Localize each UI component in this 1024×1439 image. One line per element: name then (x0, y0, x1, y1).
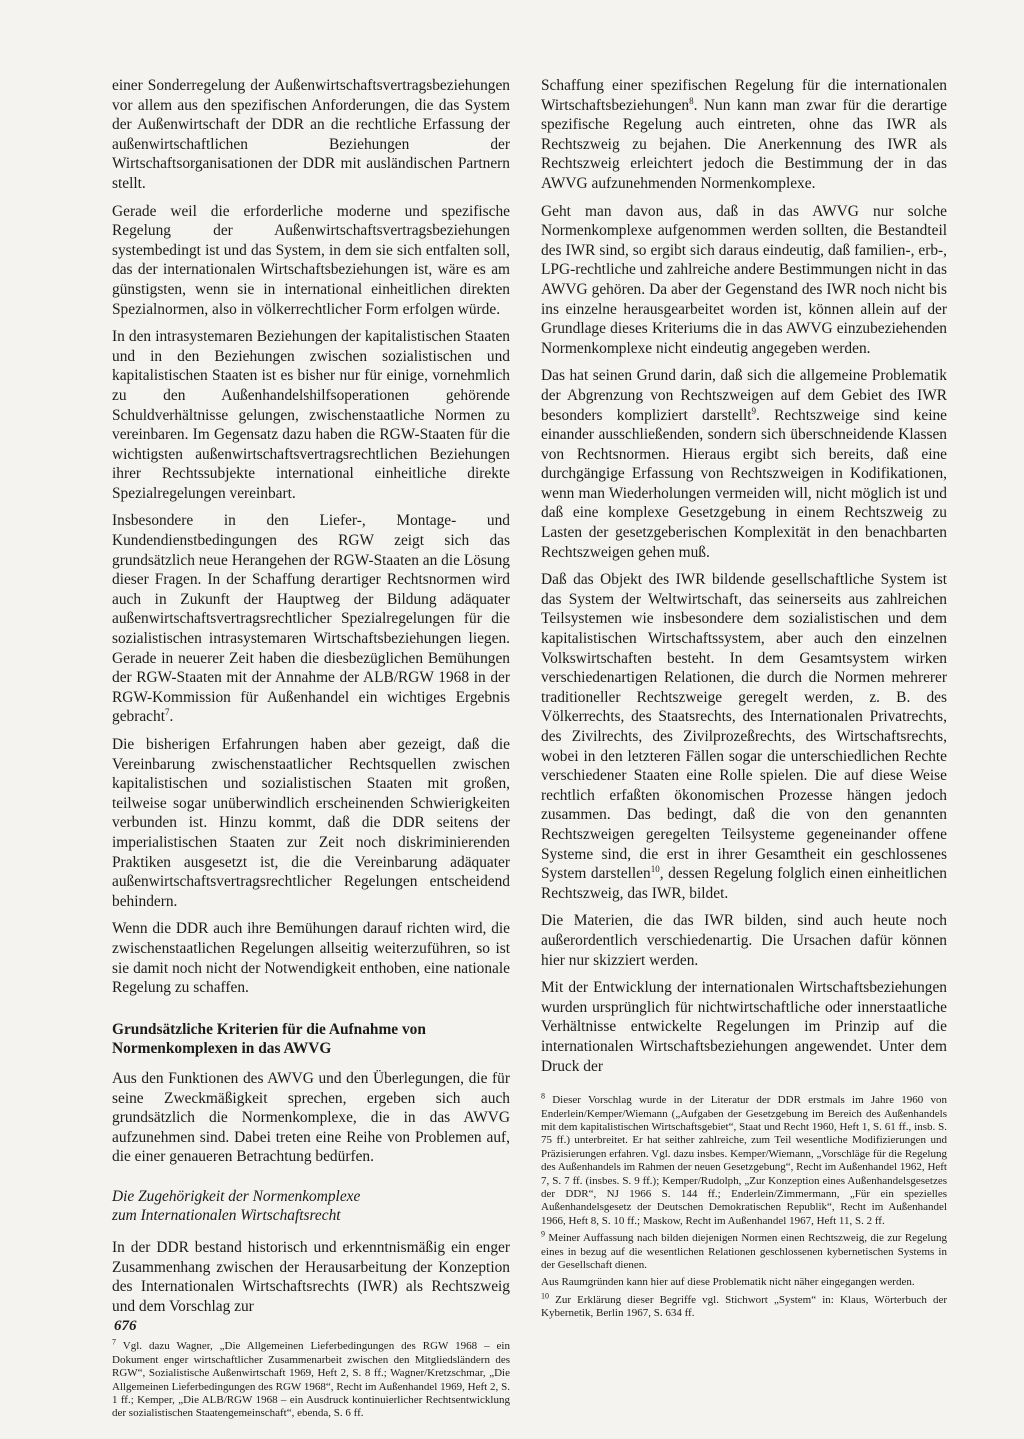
body-paragraph: Insbesondere in den Liefer-, Montage- und Kundendienstbedingungen des RGW zeigt sich das grundsätzlich neue Herangehen der RGW-Staaten an die Lösung dieser Fragen. In der Schaffung derartiger Rechtsnormen wird auch in Zukunft der Hauptweg der Bildung adäquater außenwirtschaftsvertragsrechtlicher Spezialregelungen für die sozialistischen intrasystemaren Wirtschaftsbeziehungen liegen. Gerade in neuerer Zeit haben die diesbezüglichen Bemühungen der RGW-Staaten mit der Annahme der ALB/RGW 1968 in der RGW-Kommission für Außenhandel ein wichtiges Ergebnis gebracht$^7$. (112, 512, 510, 726)
footnote-ref: 7 (164, 707, 170, 718)
subsection-heading: Die Zugehörigkeit der Normenkomplexe zum Internationalen Wirtschaftsrecht (112, 1187, 361, 1225)
body-paragraph: Wenn die DDR auch ihre Bemühungen darauf richten wird, die zwischenstaatlichen Regelungen allseitig weiterzuführen, so ist sie damit noch nicht der Notwendigkeit enthoben, eine nationale Regelung zu schaffen. (112, 920, 510, 997)
body-paragraph: einer Sonderregelung der Außenwirtschaftsvertragsbeziehungen vor allem aus den spezifischen Anforderungen, die das System der Außenwirtschaft der DDR an die rechtliche Erfassung der außenwirtschaftlichen Beziehungen der Wirtschaftsorganisationen der DDR mit ausländischen Partnern stellt. (112, 77, 510, 192)
body-paragraph: Die Materien, die das IWR bilden, sind auch heute noch außerordentlich verschiedenartig. Die Ursachen dafür können hier nur skizziert werden. (541, 912, 947, 969)
body-paragraph: Gerade weil die erforderliche moderne und spezifische Regelung der Außenwirtschaftsvertragsbeziehungen systembedingt ist und das System, in dem sie sich entfalten soll, das der internationalen Wirtschaftsbeziehungen ist, wäre es am günstigsten, wenn sie in international einheitlichen direkten Spezialnormen, also in völkerrechtlicher Form erfolgen würde. (112, 202, 510, 318)
body-paragraph: Die bisherigen Erfahrungen haben aber gezeigt, daß die Vereinbarung zwischenstaatlicher Rechtsquellen zwischen kapitalistischen und sozialistischen Staaten mit großen, teilweise sogar unüberwindlich erscheinenden Schwierigkeiten verbunden ist. Hinzu kommt, daß die DDR seitens der imperialistischen Staaten zur Zeit noch diskriminierenden Praktiken ausgesetzt ist, die die Vereinbarung adäquater außenwirtschaftsvertragsrechtlicher Regelungen entscheidend behindern. (112, 736, 510, 910)
body-paragraph: Schaffung einer spezifischen Regelung für die internationalen Wirtschaftsbeziehungen$^8$. Nun kann man zwar für die derartige spezifische Regelung auch eintreten, ohne das IWR als Rechtszweig zu bejahen. Die Anerkennung des IWR als Rechtszweig erleichtert jedoch die Bestimmung der in das AWVG aufzunehmenden Normenkomplexe. (541, 77, 947, 192)
body-paragraph: Aus den Funktionen des AWVG und den Überlegungen, die für seine Zweckmäßigkeit sprechen, ergeben sich auch grundsätzlich die Normenkomplexe, die in das AWVG aufzunehmen sind. Dabei treten eine Reihe von Problemen auf, die einer genaueren Betrachtung bedürfen. (112, 1069, 510, 1166)
footnote-8: $^8$ Dieser Vorschlag wurde in der Literatur der DDR erstmals im Jahre 1960 von Enderlein/Kemper/Wiemann („Aufgaben der Gesetzgebung im Bereich des Außenhandels mit dem kapitalistischen Wirtschaftsgebiet“, Staat und Recht 1960, Heft 1, S. 61 ff., insb. S. 75 ff.) unterbreitet. Er hat seither zahlreiche, zum Teil wesentliche Modifizierungen und Präzisierungen erfahren. Vgl. dazu insbes. Kemper/Wiemann, „Vorschläge für die Regelung des Außenhandels im Rahmen der neuen Gesetzgebung“, Recht im Außenhandel 1962, Heft 7, S. 7 ff. (insbes. S. 9 ff.); Kemper/Rudolph, „Zur Konzeption eines Außenhandelsgesetzes der DDR“, NJ 1966 S. 144 ff.; Enderlein/Zimmermann, „Für ein spezielles Außenhandelsgesetz der Deutschen Demokratischen Republik“, Recht im Außenhandel 1966, Heft 8, S. 10 ff.; Maskow, Recht im Außenhandel 1967, Heft 11, S. 2 ff. (541, 1091, 947, 1227)
footnote-9: $^9$ Meiner Auffassung nach bilden diejenigen Normen einen Rechtszweig, die zur Regelung eines in bezug auf die wesentlichen Relationen geschlossenen kybernetischen Systems in der Gesellschaft dienen. (541, 1229, 947, 1271)
body-paragraph: In der DDR bestand historisch und erkenntnismäßig ein enger Zusammenhang zwischen der Herausarbeitung der Konzeption des Internationalen Wirtschaftsrechts (IWR) als Rechtszweig und dem Vorschlag zur (112, 1239, 510, 1315)
section-heading: Grundsätzliche Kriterien für die Aufnahme von Normenkomplexen in das AWVG (112, 1020, 426, 1058)
footnote-9-continued: Aus Raumgründen kann hier auf diese Problematik nicht näher eingegangen werden. (541, 1276, 915, 1289)
footnote-ref: 9 (751, 405, 757, 416)
body-paragraph: Das hat seinen Grund darin, daß sich die allgemeine Problematik der Abgrenzung von Rechtszweigen auf dem Gebiet des IWR besonders kompliziert darstellt$^9$. Rechtszweige sind keine einander ausschließenden, sondern sich überschneidende Klassen von Rechtsnormen. Hieraus ergibt sich bereits, daß eine durchgängige Erfassung von Rechtszweigen in Kodifikationen, wenn man Wiederholungen vermeiden will, nicht möglich ist und daß eine komplexe Gesetzgebung in einem Rechtszweig zu Lasten der gesetzgeberischen Komplexität in den benachbarten Rechtszweigen gehen muß. (541, 367, 947, 561)
left-column (112, 76, 510, 1425)
body-paragraph: In den intrasystemaren Beziehungen der kapitalistischen Staaten und in den Beziehungen zwischen sozialistischen und kapitalistischen Staaten ist es bisher nur für einige, vornehmlich zu den Außenhandelshilfsoperationen gehörende Schuldverhältnisse gelungen, zwischenstaatliche Normen zu vereinbaren. Im Gegensatz dazu haben die RGW-Staaten für die wichtigsten außenwirtschaftsvertragsrechtlichen Beziehungen ihrer Rechtssubjekte international einheitliche direkte Spezialregelungen vereinbart. (112, 328, 510, 502)
footnote-7: $^7$ Vgl. dazu Wagner, „Die Allgemeinen Lieferbedingungen des RGW 1968 – ein Dokument enger wirtschaftlicher Zusammenarbeit zwischen den Mitgliedsländern des RGW“, Sozialistische Außenwirtschaft 1969, Heft 2, S. 8 ff.; Wagner/Kretzschmar, „Die Allgemeinen Lieferbedingungen des RGW 1968“, Recht im Außenhandel 1969, Heft 2, S. 1 ff.; Kemper, „Die ALB/RGW 1968 – ein Ausdruck kontinuierlicher Rechtsentwicklung der sozialistischen Staatengemeinschaft“, ebenda, S. 6 ff. (112, 1337, 510, 1420)
body-paragraph: Geht man davon aus, daß in das AWVG nur solche Normenkomplexe aufgenommen werden sollten, die Bestandteil des IWR sind, so ergibt sich daraus eindeutig, daß familien-, erb-, LPG-rechtliche und zahlreiche andere Bestimmungen nicht in das AWVG gehören. Da aber der Gegenstand des IWR noch nicht bis ins einzelne herausgearbeitet worden ist, können allein auf der Grundlage dieses Kriteriums die in das AWVG einzubeziehenden Normenkomplexe nicht eindeutig angegeben werden. (541, 202, 947, 357)
right-column (541, 76, 947, 1325)
page-number: 676 (114, 1318, 137, 1334)
footnote-10: $^{10}$ Zur Erklärung dieser Begriffe vgl. Stichwort „System“ in: Klaus, Wörterbuch der Kybernetik, Berlin 1967, S. 634 ff. (541, 1291, 947, 1320)
body-paragraph: Daß das Objekt des IWR bildende gesellschaftliche System ist das System der Weltwirtschaft, das seinerseits aus zahlreichen Teilsystemen wie insbesondere dem sozialistischen und dem kapitalistischen Wirtschaftssystem, aber auch den einzelnen Volkswirtschaften besteht. In dem Gesamtsystem wirken verschiedenartigen Relationen, die durch die Normen mehrerer traditioneller Rechtszweige geregelt werden, z. B. des Völkerrechts, des Staatsrechts, des Internationalen Privatrechts, des Zivilrechts, des Zivilprozeßrechts, des Wirtschaftsrechts, wobei in den letzteren Fällen sogar die unterschiedlichen Rechte verschiedener Staaten eine Rolle spielen. Die auf diese Weise rechtlich erfaßten ökonomischen Prozesse hängen jedoch zusammen. Das bedingt, daß die von den genannten Rechtszweigen geregelten Teilsysteme gegeneinander offene Systeme sind, die erst in ihrer Gesamtheit ein geschlossenes System darstellen$^{10}$, dessen Regelung folglich einen einheitlichen Rechtszweig, das IWR, bildet. (541, 571, 947, 902)
footnote-ref: 8 (689, 95, 694, 106)
body-paragraph: Mit der Entwicklung der internationalen Wirtschaftsbeziehungen wurden ursprünglich für nichtwirtschaftliche oder innerstaatliche Verhältnisse entwickelte Regelungen im Prinzip auf die internationalen Wirtschaftsbeziehungen angewendet. Unter dem Druck der (541, 979, 947, 1075)
footnote-ref: 10 (650, 864, 660, 875)
